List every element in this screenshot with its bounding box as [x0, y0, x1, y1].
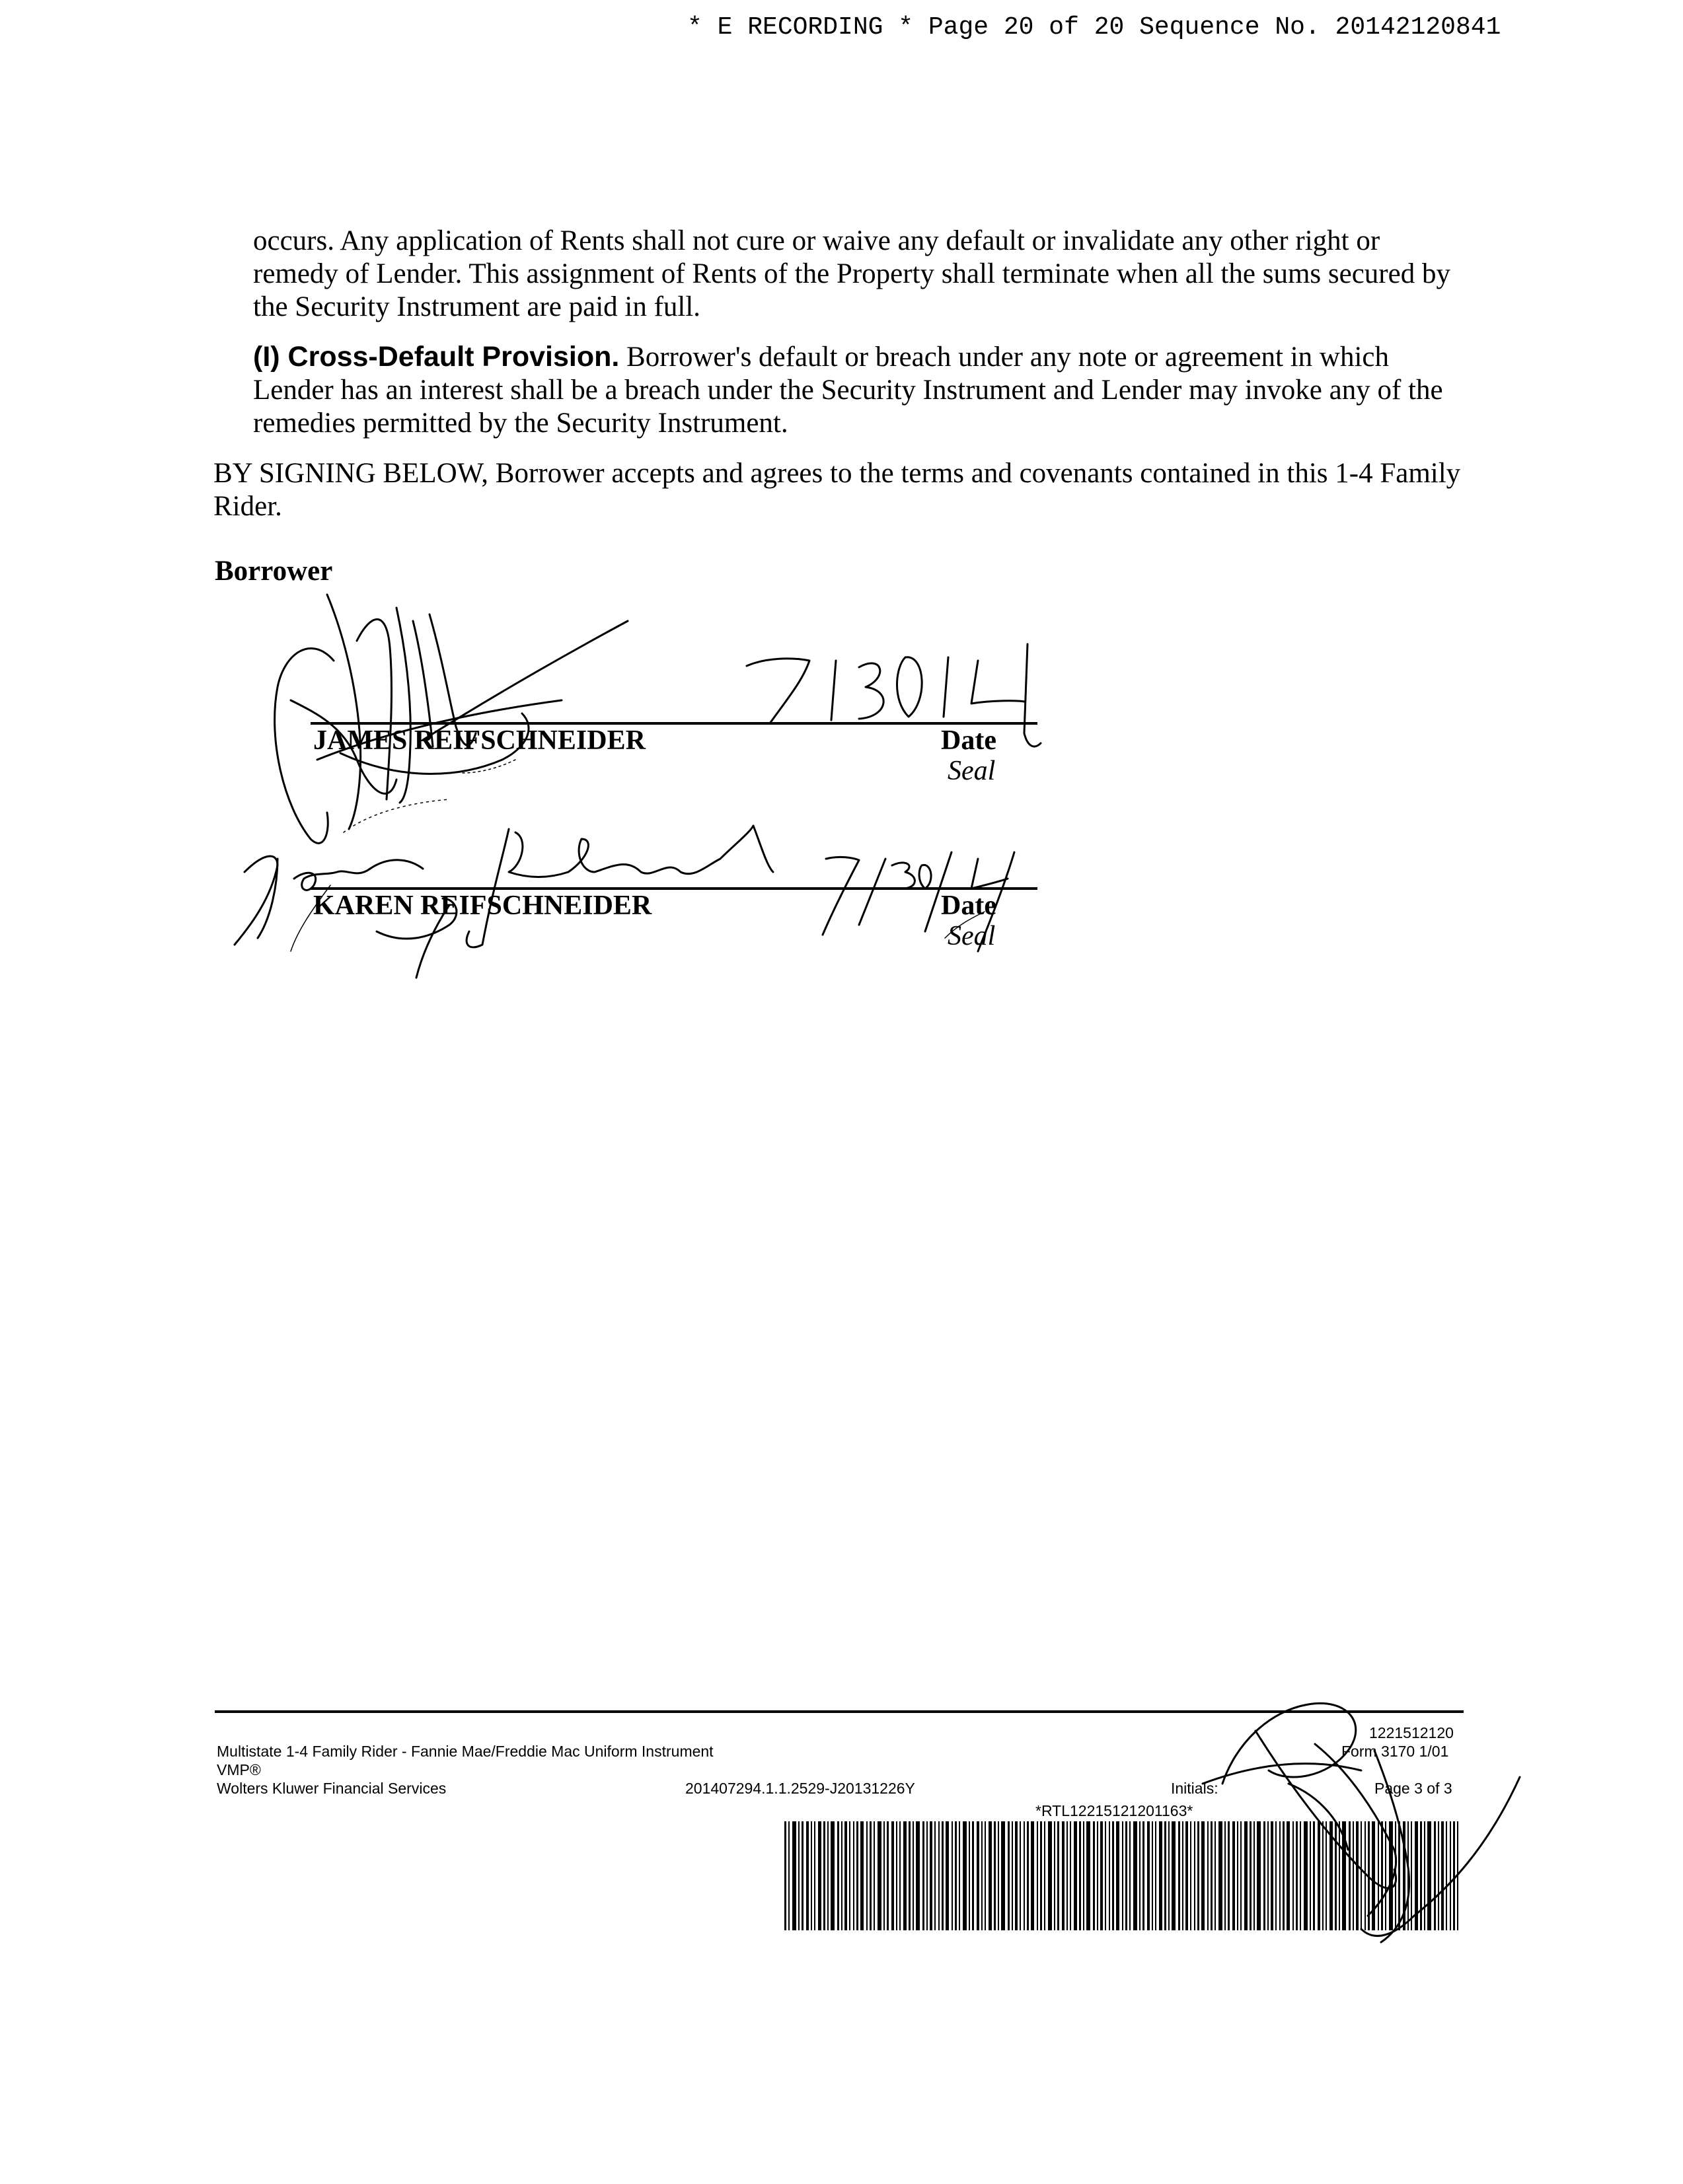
rents-paragraph: occurs. Any application of Rents shall not cure or waive any default or invalidate any other right or remedy of Lender. This assignment of Rents of the Property shall terminate when all the sums secured by the Security Instrument are paid in full. [253, 225, 1450, 322]
date-label-2: Date [941, 891, 996, 921]
loan-number: 1221512120 [1369, 1724, 1454, 1741]
signing-statement: BY SIGNING BELOW, Borrower accepts and agrees to the terms and covenants contained in this 1-4 Family Rider. [213, 458, 1461, 522]
signer-name-1: JAMES REIFSCHNEIDER [313, 725, 646, 756]
date-label-1: Date [941, 725, 996, 756]
seal-label-1: Seal [948, 756, 996, 786]
initials-label: Initials: [1171, 1780, 1218, 1797]
cross-default-heading: (I) Cross-Default Provision. [253, 341, 620, 373]
cross-default-text: Borrower's default or breach under any note or agreement in which Lender has an interest shall be a breach under the Security Instrument and Lender may invoke any of the remedies permitted by the Security Instrument. [253, 342, 1443, 439]
barcode-text: *RTL12215121201163* [1035, 1802, 1193, 1819]
signer-name-2: KAREN REIFSCHNEIDER [313, 891, 652, 921]
form-number: Form 3170 1/01 [1341, 1743, 1449, 1760]
publisher-label: Wolters Kluwer Financial Services [217, 1780, 447, 1797]
page-label: Page 3 of 3 [1374, 1780, 1452, 1797]
seal-label-2: Seal [948, 921, 996, 951]
vmp-label: VMP® [217, 1761, 261, 1778]
form-title: Multistate 1-4 Family Rider - Fannie Mae/Freddie Mac Uniform Instrument [217, 1743, 714, 1760]
document-code: 201407294.1.1.2529-J20131226Y [685, 1780, 915, 1797]
borrower-label: Borrower [215, 556, 333, 587]
recording-header: * E RECORDING * Page 20 of 20 Sequence No. 20142120841 [687, 13, 1501, 42]
